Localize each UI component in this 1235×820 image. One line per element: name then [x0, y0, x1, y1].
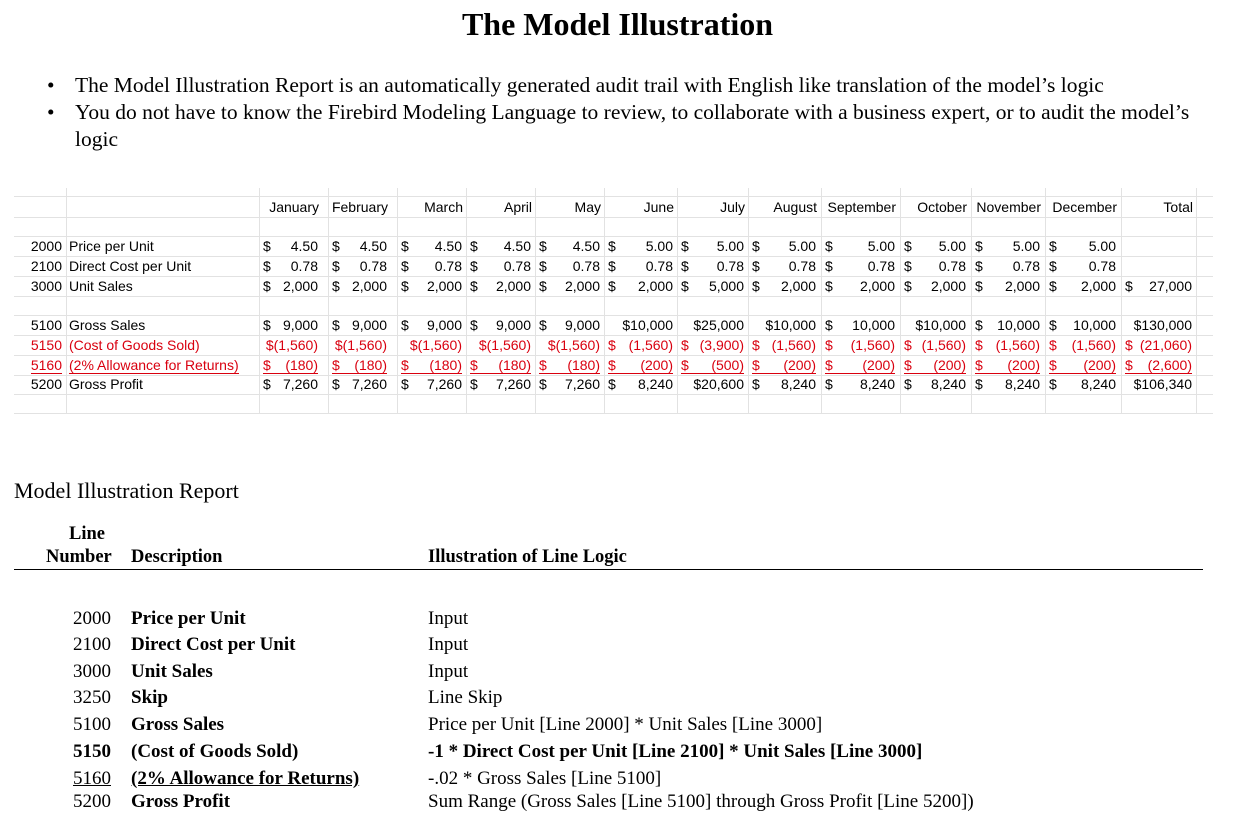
- value-cell: $ 10,000: [975, 317, 1040, 333]
- value-cell: $ 0.78: [975, 258, 1040, 274]
- grid-line: [1121, 188, 1122, 414]
- value-cell: $ (2,600): [1125, 357, 1192, 373]
- month-header: July: [720, 199, 745, 215]
- value-cell: $ 5.00: [681, 238, 744, 254]
- bullet-item: • The Model Illustration Report is an automatically generated audit trail with English like translation of the model’s logic: [47, 73, 1104, 97]
- grid-line: [259, 188, 260, 414]
- report-description: Direct Cost per Unit: [131, 634, 296, 655]
- row-label-cell: Price per Unit: [69, 238, 154, 254]
- month-header: August: [773, 199, 817, 215]
- value-cell: $ 5.00: [975, 238, 1040, 254]
- value-cell: $ 9,000: [332, 317, 387, 333]
- header-logic: Illustration of Line Logic: [428, 547, 627, 567]
- value-cell: $ 7,260: [263, 376, 318, 392]
- spreadsheet-table: [14, 188, 1213, 414]
- value-cell: $ 0.78: [904, 258, 966, 274]
- grid-line: [971, 188, 972, 414]
- value-cell: $ 5.00: [1049, 238, 1116, 254]
- value-cell: $ (1,560): [825, 337, 895, 353]
- month-header: February: [331, 199, 388, 215]
- value-cell: $ (1,560): [904, 337, 966, 353]
- grid-line: [14, 196, 1213, 197]
- value-cell: $ 2,000: [825, 278, 895, 294]
- value-cell: $ 7,260: [332, 376, 387, 392]
- report-line-number: 3000: [73, 661, 111, 682]
- value-cell: $ 0.78: [825, 258, 895, 274]
- report-logic: -1 * Direct Cost per Unit [Line 2100] * Unit Sales [Line 3000]: [428, 741, 923, 762]
- value-cell: $ 2,000: [608, 278, 673, 294]
- report-logic: Line Skip: [428, 687, 503, 708]
- value-cell: $ 5.00: [752, 238, 816, 254]
- value-cell: $ 4.50: [539, 238, 600, 254]
- report-logic: Input: [428, 608, 469, 629]
- value-cell: $ (180): [539, 357, 600, 373]
- value-cell: $ 7,260: [401, 376, 462, 392]
- value-cell: $ 2,000: [401, 278, 462, 294]
- value-cell: $ (1,560): [334, 337, 387, 353]
- value-cell: $ 8,240: [752, 376, 816, 392]
- report-line-number: 5100: [73, 714, 111, 735]
- page-title: The Model Illustration: [461, 6, 774, 42]
- report-description: Gross Profit: [131, 791, 231, 812]
- report-description: Price per Unit: [131, 608, 246, 629]
- grid-line: [14, 335, 1213, 336]
- line-number-cell: 3000: [30, 278, 62, 294]
- row-label-cell: Direct Cost per Unit: [69, 258, 192, 274]
- value-cell: $ 9,000: [539, 317, 600, 333]
- report-logic: Price per Unit [Line 2000] * Unit Sales [Line 3000]: [428, 714, 823, 735]
- grid-line: [604, 188, 605, 414]
- report-logic: Sum Range (Gross Sales [Line 5100] through Gross Profit [Line 5200]): [428, 791, 974, 812]
- report-line-number: 5160: [73, 768, 111, 789]
- value-cell: $ (1,560): [409, 337, 462, 353]
- report-description: (Cost of Goods Sold): [131, 741, 299, 762]
- value-cell: $ (180): [263, 357, 318, 373]
- month-header: April: [503, 199, 532, 215]
- value-cell: $ 2,000: [904, 278, 966, 294]
- value-cell: $ (200): [975, 357, 1040, 373]
- value-cell: $ (3,900): [681, 337, 744, 353]
- value-cell: $ 9,000: [401, 317, 462, 333]
- line-number-cell: 2000: [30, 238, 62, 254]
- value-cell: $ (1,560): [265, 337, 318, 353]
- grid-line: [466, 188, 467, 414]
- grid-line: [66, 188, 67, 414]
- grid-line: [14, 296, 1213, 297]
- value-cell: $ 2,000: [263, 278, 318, 294]
- value-cell: $ 20,600: [693, 376, 744, 392]
- report-logic: -.02 * Gross Sales [Line 5100]: [428, 768, 662, 789]
- value-cell: $ 2,000: [539, 278, 600, 294]
- value-cell: $ 10,000: [915, 317, 966, 333]
- value-cell: $ 0.78: [470, 258, 531, 274]
- value-cell: $ 7,260: [470, 376, 531, 392]
- value-cell: $ 5.00: [825, 238, 895, 254]
- value-cell: $ (1,560): [975, 337, 1040, 353]
- line-number-cell: 5160: [30, 357, 62, 373]
- report-line-number: 5200: [73, 791, 111, 812]
- report-line-number: 3250: [73, 687, 111, 708]
- value-cell: $ 130,000: [1133, 317, 1192, 333]
- value-cell: $ (200): [904, 357, 966, 373]
- grid-line: [14, 413, 1213, 414]
- value-cell: $ 2,000: [975, 278, 1040, 294]
- value-cell: $ (180): [332, 357, 387, 373]
- value-cell: $ (200): [825, 357, 895, 373]
- grid-line: [14, 276, 1213, 277]
- grid-line: [14, 256, 1213, 257]
- value-cell: $ 8,240: [825, 376, 895, 392]
- value-cell: $ (1,560): [752, 337, 816, 353]
- value-cell: $ 5.00: [608, 238, 673, 254]
- month-header: March: [424, 199, 463, 215]
- value-cell: $ (21,060): [1125, 337, 1192, 353]
- value-cell: $ 8,240: [904, 376, 966, 392]
- month-header: May: [574, 199, 601, 215]
- value-cell: $ 0.78: [752, 258, 816, 274]
- value-cell: $ 2,000: [470, 278, 531, 294]
- report-logic: Input: [428, 661, 469, 682]
- line-number-cell: 5200: [30, 376, 62, 392]
- value-cell: $ 4.50: [263, 238, 318, 254]
- row-label-cell: Gross Sales: [69, 317, 146, 333]
- report-description: (2% Allowance for Returns): [131, 768, 360, 789]
- value-cell: $ 0.78: [1049, 258, 1116, 274]
- bullet-dot-icon: •: [47, 100, 55, 124]
- report-description: Skip: [131, 687, 168, 708]
- value-cell: $ 0.78: [263, 258, 318, 274]
- grid-line: [900, 188, 901, 414]
- value-cell: $ 10,000: [1049, 317, 1116, 333]
- header-line: Line: [69, 524, 105, 544]
- month-header: Total: [1163, 199, 1193, 215]
- grid-line: [14, 315, 1213, 316]
- value-cell: $ 0.78: [401, 258, 462, 274]
- report-title: Model Illustration Report: [14, 478, 239, 503]
- value-cell: $ 2,000: [332, 278, 387, 294]
- value-cell: $ 0.78: [681, 258, 744, 274]
- value-cell: $ 4.50: [332, 238, 387, 254]
- grid-line: [821, 188, 822, 414]
- line-number-cell: 2100: [30, 258, 62, 274]
- value-cell: $ (200): [752, 357, 816, 373]
- value-cell: $ (1,560): [1049, 337, 1116, 353]
- grid-line: [748, 188, 749, 414]
- value-cell: $ 4.50: [401, 238, 462, 254]
- value-cell: $ 10,000: [765, 317, 816, 333]
- value-cell: $ (1,560): [608, 337, 673, 353]
- row-label-cell: (2% Allowance for Returns): [69, 357, 239, 373]
- value-cell: $ 5,000: [681, 278, 744, 294]
- value-cell: $ 2,000: [1049, 278, 1116, 294]
- report-line-number: 5150: [73, 741, 111, 762]
- header-description: Description: [131, 547, 223, 567]
- month-header: November: [976, 199, 1041, 215]
- month-header: June: [643, 199, 674, 215]
- line-number-cell: 5150: [30, 337, 62, 353]
- value-cell: $ (200): [1049, 357, 1116, 373]
- report-logic: Input: [428, 634, 469, 655]
- value-cell: $ 9,000: [263, 317, 318, 333]
- value-cell: $ 106,340: [1133, 376, 1192, 392]
- report-description: Unit Sales: [131, 661, 213, 682]
- value-cell: $ 7,260: [539, 376, 600, 392]
- value-cell: $ 0.78: [608, 258, 673, 274]
- grid-line: [677, 188, 678, 414]
- value-cell: $ 5.00: [904, 238, 966, 254]
- bullet-list: [44, 72, 1214, 153]
- header-number: Number: [46, 547, 112, 567]
- month-header: October: [917, 199, 967, 215]
- grid-line: [14, 236, 1213, 237]
- bullet-dot-icon: •: [47, 73, 55, 97]
- value-cell: $ 8,240: [975, 376, 1040, 392]
- bullet-item: • You do not have to know the Firebird Modeling Language to review, to collaborate with a business expert, or to audit the model’s logic: [47, 100, 1190, 151]
- grid-line: [1045, 188, 1046, 414]
- grid-line: [14, 394, 1213, 395]
- value-cell: $ (1,560): [478, 337, 531, 353]
- grid-line: [535, 188, 536, 414]
- value-cell: $ 27,000: [1125, 278, 1192, 294]
- value-cell: $ 8,240: [608, 376, 673, 392]
- value-cell: $ 25,000: [693, 317, 744, 333]
- value-cell: $ 9,000: [470, 317, 531, 333]
- report-line-number: 2100: [73, 634, 111, 655]
- report-description: Gross Sales: [131, 714, 225, 735]
- line-number-cell: 5100: [30, 317, 62, 333]
- value-cell: $ 4.50: [470, 238, 531, 254]
- grid-line: [328, 188, 329, 414]
- value-cell: $ 0.78: [539, 258, 600, 274]
- month-header: January: [269, 199, 319, 215]
- value-cell: $ 0.78: [332, 258, 387, 274]
- report-line-number: 2000: [73, 608, 111, 629]
- row-label-cell: (Cost of Goods Sold): [69, 337, 200, 353]
- month-header: September: [827, 199, 896, 215]
- value-cell: $ (500): [681, 357, 744, 373]
- value-cell: $ (180): [401, 357, 462, 373]
- grid-line: [14, 355, 1213, 356]
- month-header: December: [1052, 199, 1117, 215]
- grid-line: [397, 188, 398, 414]
- value-cell: $ 10,000: [622, 317, 673, 333]
- row-label-cell: Gross Profit: [69, 376, 143, 392]
- value-cell: $ (200): [608, 357, 673, 373]
- value-cell: $ (180): [470, 357, 531, 373]
- value-cell: $ (1,560): [547, 337, 600, 353]
- value-cell: $ 10,000: [825, 317, 895, 333]
- grid-line: [1196, 188, 1197, 414]
- header-rule: [14, 569, 1203, 570]
- value-cell: $ 2,000: [752, 278, 816, 294]
- grid-line: [14, 217, 1213, 218]
- value-cell: $ 8,240: [1049, 376, 1116, 392]
- row-label-cell: Unit Sales: [69, 278, 133, 294]
